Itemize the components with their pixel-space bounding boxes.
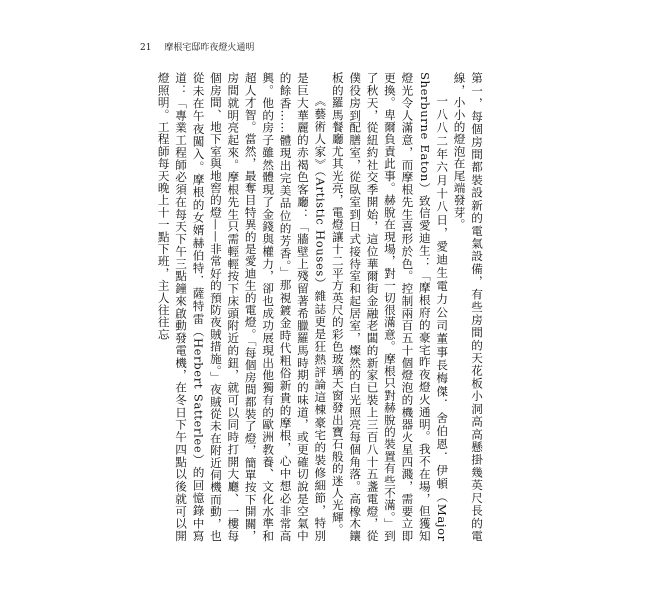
paragraph: 第一，每個房間都裝設新的電氣設備，有些房間的天花板小洞高高懸掛幾英尺長的電線，小小的燈泡在尾端發芽。: [452, 72, 484, 542]
page-number: 21: [140, 43, 152, 53]
body-text: [154, 72, 485, 542]
paragraph: 一八八二年六月十八日，愛迪生電力公司董事長梅傑．舍伯恩．伊頓（Major Sherburne Eaton）致信愛迪生：「摩根府的豪宅昨夜燈火通明。我不在場，但獲知燈光令人滿意，而摩根先生喜形於色。控制兩百五十個燈泡的機器火星四濺，需要立即更換。卑爾負責此事。赫脫在現場，對一切很滿意。摩根只對赫脫的裝置有些不滿。」到了秋天，從紐約社交季開始，這位華爾街金融老闆的新家已裝上三百八十五盞電燈，從僕役房到配膳室，從臥室到日式接待室和起居室，燦然的白光照亮每個角落。高橡木鑲板的羅馬餐廳尤其光亮，電燈讓十二平方英尺的彩色玻璃天窗發出寶石般的迷人光輝。: [330, 72, 450, 542]
paragraph: 《藝術人家》（Artistic Houses）雜誌更是狂熱評論這棟豪宅的裝修細節，特別是巨大華麗的赤褐色客廳：「牆壁上殘留著希臘羅馬時期的味道，或更確切說是空氣中的餘香……體現出完美品位的芳香。」那視鍍金時代粗俗新貴的摩根，心中想必非常高興。他的房子雖然體現了金錢與權力，卻也成功展現出他獨有的歐洲教養、文化水準和超人才智。當然，最奪目特異的是愛迪生的電燈。「每個房間都裝了燈，簡單按下開關，房間就明亮起來。摩根先生只需輕輕按下床頭附近的鈕，就可以同時打開大廳、一樓每個房間、地下室與地窖的燈——非常好的預防夜賊措施。」夜賊從未在附近伺機而動，也從未在午夜闖入。摩根的女婿赫伯特．薩特雷（Herbert Satterlee）的回憶錄中寫道：「專業工程師必須在每天下午三點鐘來啟動發電機，在冬日下午四點以後就可以開燈照明。工程師每天晚上十一點下班，主人往往忘: [156, 72, 328, 542]
running-title: 摩根宅邸昨夜燈火通明: [164, 43, 255, 53]
running-header: [140, 40, 254, 53]
